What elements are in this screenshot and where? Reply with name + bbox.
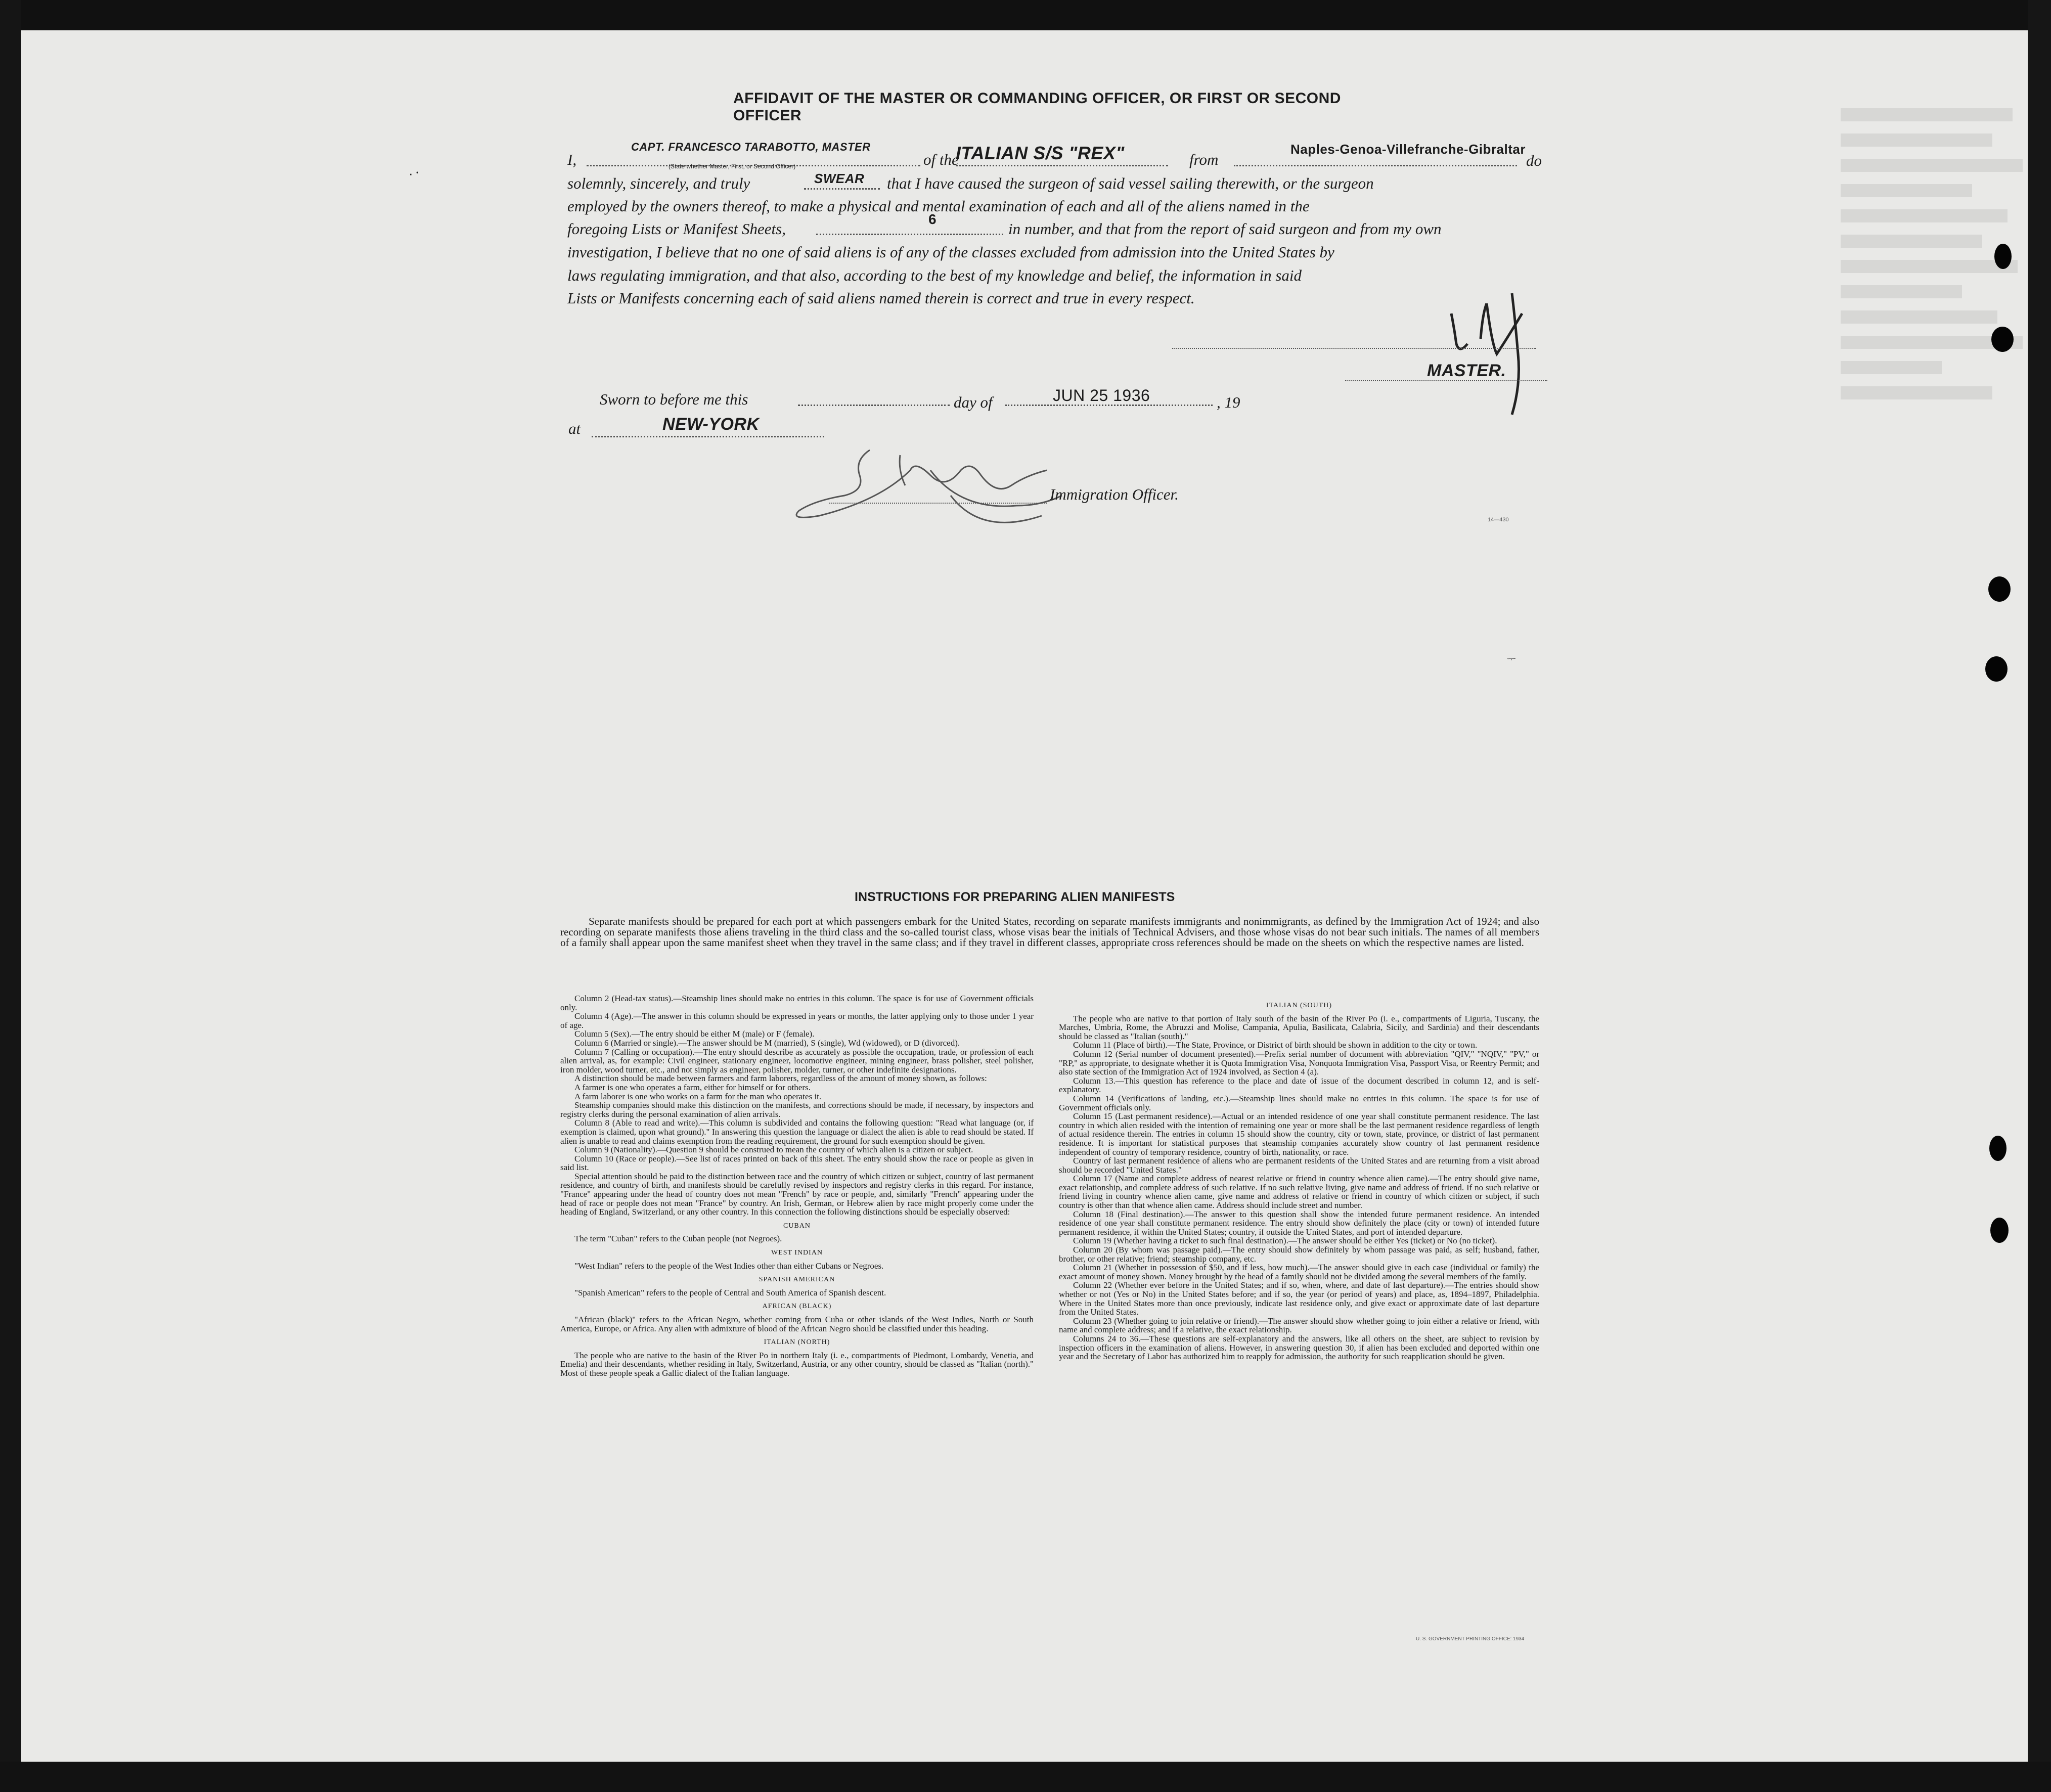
right-paragraph: Column 18 (Final destination).—The answer to this question shall show the intended future permanent residence. An intended residence of one year shall constitute permanent residence. The entry should show definitely the place (city or town) of intended future permanent residence, if within the United States; country, if outside the United States, and port of intended departure. <box>1059 1209 1539 1237</box>
affidavit-line-3: employed by the owners thereof, to make a physical and mental examination of each and all of the aliens named in the <box>567 197 1310 215</box>
form-number: 14—430 <box>1488 517 1509 523</box>
left-paragraph: Column 4 (Age).—The answer in this column should be expressed in years or months, the latter applying only to those under 1 year of age. <box>560 1011 1034 1030</box>
instructions-title: INSTRUCTIONS FOR PREPARING ALIEN MANIFESTS <box>855 890 1175 904</box>
definition-heading: ITALIAN (NORTH) <box>764 1338 830 1347</box>
date-stamp: JUN 25 1936 <box>1053 386 1150 405</box>
bleed-through-text <box>1841 96 2033 905</box>
master-label: MASTER. <box>1427 361 1506 380</box>
master-signature <box>1436 283 1578 430</box>
affidavit-line-6: laws regulating immigration, and that also, according to the best of my knowledge and belief, the information in said <box>567 266 1302 284</box>
sworn-place: NEW-YORK <box>662 415 760 434</box>
instructions-intro <box>560 916 1539 948</box>
at-label: at <box>568 420 581 437</box>
right-paragraph: Country of last permanent residence of aliens who are permanent residents of the United States and are returning from a visit abroad should be recorded "United States." <box>1059 1156 1539 1175</box>
left-paragraph: Column 2 (Head-tax status).—Steamship lines should make no entries in this column. The space is for use of Government officials only. <box>560 994 1034 1012</box>
definition-heading: CUBAN <box>783 1222 811 1230</box>
affidavit-i: I, <box>567 151 577 168</box>
sworn-day-line <box>798 405 950 406</box>
scan-border-left <box>0 0 21 1792</box>
definition-heading: SPANISH AMERICAN <box>759 1276 835 1284</box>
definition-heading: WEST INDIAN <box>771 1249 823 1257</box>
master-signature-line <box>1172 348 1536 349</box>
instructions-left-column <box>560 994 1034 1378</box>
definition-text: "Spanish American" refers to the people of Central and South America of Spanish descent. <box>574 1287 886 1297</box>
affidavit-line-5: investigation, I believe that no one of said aliens is of any of the classes excluded from admission into the United States by <box>567 243 1334 261</box>
immigration-officer-signature <box>779 440 1072 541</box>
right-paragraph: Column 20 (By whom was passage paid).—The entry should show definitely by whom passage was paid, as self; husband, father, brother, or other relative; friend; steamship company, etc. <box>1059 1245 1539 1264</box>
sworn-label: Sworn to before me this <box>600 390 748 408</box>
year-prefix: , 19 <box>1217 393 1240 411</box>
right-paragraph: Column 14 (Verifications of landing, etc.).—Steamship lines should make no entries in this column. The space is for use of Government officials only. <box>1059 1093 1539 1112</box>
sheet-count: 6 <box>928 211 937 227</box>
from-label: from <box>1189 151 1219 168</box>
left-paragraph: Column 9 (Nationality).—Question 9 should be construed to mean the country of which alien is a citizen or subject. <box>574 1145 973 1155</box>
definition-text: "West Indian" refers to the people of the West Indies other than either Cubans or Negroes. <box>574 1261 884 1271</box>
right-paragraph: The people who are native to that portion of Italy south of the basin of the River Po (i. e., compartments of Liguria, Tuscany, the Marches, Umbria, Rome, the Abruzzi and Molise, Campania, Apulia, Basilicata, Calabria, Sicily, and Sardinia) and their descendants should be classed as "Italian (south)." <box>1059 1013 1539 1041</box>
right-paragraph: Column 23 (Whether going to join relative or friend).—The answer should show whether going to join either a relative or friend, with name and complete address; and if a relative, the exact relationship. <box>1059 1316 1539 1335</box>
affidavit-line-4a: foregoing Lists or Manifest Sheets, <box>567 220 786 238</box>
left-paragraph: Column 6 (Married or single).—The answer should be M (married), S (single), Wd (widowed), or D (divorced). <box>574 1038 960 1048</box>
left-paragraph: Column 10 (Race or people).—See list of races printed on back of this sheet. The entry should show the race or people as given in said list. <box>560 1153 1034 1173</box>
binder-hole <box>1989 1136 2007 1161</box>
port-of-embarkation: Naples-Genoa-Villefranche-Gibraltar <box>1290 142 1526 157</box>
officer-signature-line <box>829 503 1047 504</box>
do-label: do <box>1526 152 1542 169</box>
definition-text: The people who are native to the basin of the River Po in northern Italy (i. e., compartments of Piedmont, Lombardy, Venetia, and Emelia) and their descendants, whether residing in Italy, Switzerland, Austria, or any other country, should be classed as "Italian (north)." Most of these people speak a Gallic dialect of the Italian language. <box>560 1350 1034 1378</box>
right-paragraph: Column 11 (Place of birth).—The State, Province, or District of birth should be shown in addition to the city or town. <box>1073 1040 1478 1050</box>
left-paragraph: A farmer is one who operates a farm, either for himself or for others. <box>574 1082 811 1092</box>
printer-imprint: U. S. GOVERNMENT PRINTING OFFICE: 1934 <box>1416 1636 1525 1642</box>
stray-tick: ᅮ <box>1507 654 1516 664</box>
left-paragraph: Column 7 (Calling or occupation).—The entry should describe as accurately as possible the occupation, trade, or profession of each alien arrival, as, for example: Civil engineer, stationary engineer, locomotive engineer, mining engineer, brass polisher, steel polisher, iron molder, wood turner, etc., and not simply as engineer, polisher, molder, turner, or other indefinite designations. <box>560 1047 1034 1074</box>
definition-text: The term "Cuban" refers to the Cuban people (not Negroes). <box>574 1234 782 1244</box>
of-the-label: of the <box>923 151 959 168</box>
binder-hole <box>1985 656 2008 682</box>
right-paragraph: Column 15 (Last permanent residence).—Actual or an intended residence of one year shall constitute permanent residence. The last country in which alien resided with the intention of remaining one year or more shall be the last permanent residence regardless of length of actual residence therein. The entries in column 15 should show the country, city or town, state, province, or district of last permanent residence. It is important for statistical purposes that steamship companies accurately show country of last permanent residence independent of country of temporary residence, country of birth, nationality, or race. <box>1059 1111 1539 1157</box>
sheet-count-line <box>816 234 1003 235</box>
vessel-line <box>956 165 1168 166</box>
affidavit-line-4b: in number, and that from the report of said surgeon and from my own <box>1008 220 1442 238</box>
right-paragraph: Column 19 (Whether having a ticket to such final destination).—The answer should be either Yes (ticket) or No (no ticket). <box>1073 1236 1497 1246</box>
officer-name: CAPT. FRANCESCO TARABOTTO, MASTER <box>631 141 871 153</box>
right-paragraph: Column 22 (Whether ever before in the United States; and if so, when, where, and date of last departure).—The entries should show whether or not (Yes or No) in the United States before; and if so, the year (or period of years) and place, as, 1894–1897, Philadelphia. Where in the United States more than once previously, indicate last residence only, and give exact or approximate date of last departure from the United States. <box>1059 1280 1539 1317</box>
left-paragraph: Special attention should be paid to the distinction between race and the country of which citizen or subject, country of last permanent residence, and country of birth, and manifests should be carefully revised by inspectors and registry clerks in this regard. For instance, "France" appearing under the head of country does not mean "French" by race or people, and, similarly "French" appearing under the head of race or people does not mean "France" by country. An Irish, German, or Hebrew alien by race might properly come under the heading of England, Switzerland, or any other country. In this connection the following distinctions should be especially observed: <box>560 1171 1034 1217</box>
left-paragraph: A farm laborer is one who works on a farm for the man who operates it. <box>574 1091 822 1101</box>
vessel-name: ITALIAN S/S "REX" <box>956 143 1125 163</box>
right-paragraph: Column 13.—This question has reference to the place and date of issue of the document described in column 12, and is self-explanatory. <box>1059 1076 1539 1095</box>
scan-border-bottom <box>0 1762 2051 1792</box>
right-paragraph: Column 17 (Name and complete address of nearest relative or friend in country whence alien came).—The entry should give name, exact relationship, and complete address of such relative. If no such relative living, give name and address of friend. If no such relative or friend living in country whence alien came, give name and address of relative or friend in country of which citizen or subject, if such country is other than that whence alien came. Address should include street and number. <box>1059 1174 1539 1211</box>
binder-hole <box>1991 327 2014 352</box>
right-heading: ITALIAN (SOUTH) <box>1266 1002 1332 1009</box>
left-paragraph: A distinction should be made between farmers and farm laborers, regardless of the amount of money shown, as follows: <box>574 1073 987 1084</box>
binder-hole <box>1990 1218 2009 1243</box>
affidavit-line-2a: solemnly, sincerely, and truly <box>567 174 750 192</box>
immigration-officer-label: Immigration Officer. <box>1050 485 1179 503</box>
affidavit-line-2b: that I have caused the surgeon of said vessel sailing therewith, or the surgeon <box>887 174 1374 192</box>
left-paragraph: Steamship companies should make this distinction on the manifests, and corrections should be made, if necessary, by inspectors and registry clerks during the personal examination of alien arrivals. <box>560 1100 1034 1119</box>
right-paragraph: Column 12 (Serial number of document presented).—Prefix serial number of document with abbreviation "QIV," "NQIV," "PV," or "RP," as appropriate, to designate whether it is Quota Immigration Visa, Nonquota Immigration Visa, Passport Visa, or Reentry Permit; and also state section of the Immigration Act of 1924 involved, as Section 4 (a). <box>1059 1049 1539 1077</box>
instructions-right-column <box>1059 1001 1539 1361</box>
oath-word: SWEAR <box>814 171 865 186</box>
binder-hole <box>1994 244 2012 269</box>
place-line <box>592 436 824 437</box>
binder-hole <box>1988 576 2011 602</box>
right-paragraph: Columns 24 to 36.—These questions are self-explanatory and the answers, like all others on the sheet, are subject to revision by inspection officers in the examination of aliens. However, in answering question 30, if alien has been excluded and deported within one year and the Secretary of Labor has authorized him to reapply for admission, the authority for such reapplication should be given. <box>1059 1333 1539 1362</box>
day-of-label: day of <box>954 393 993 411</box>
affidavit-title: AFFIDAVIT OF THE MASTER OR COMMANDING OFFICER, OR FIRST OR SECOND OFFICER <box>733 90 1341 124</box>
affidavit-line-7: Lists or Manifests concerning each of said aliens named therein is correct and true in every respect. <box>567 289 1195 307</box>
port-line <box>1234 165 1517 166</box>
definition-heading: AFRICAN (BLACK) <box>762 1303 832 1311</box>
oath-line <box>804 188 880 190</box>
left-paragraph: Column 8 (Able to read and write).—This column is subdivided and contains the following question: "Read what language (or, if exemption is claimed, upon what ground)." In answering this question the language or dialect the alien is able to read should be stated. If alien is unable to read and claims exemption from the reading requirement, the ground for such exemption should be given. <box>560 1118 1034 1146</box>
instructions-intro-text: Separate manifests should be prepared for each port at which passengers embark for the United States, recording on separate manifests immigrants and nonimmigrants, as defined by the Immigration Act of 1924; and also recording on separate manifests those aliens traveling in the third class and the so-called tourist class, whose visas bear the initials of Technical Advisers, and those whose visas do not bear such initials. The names of all members of a family shall appear upon the same manifest sheet when they travel in the same class; and if they travel in different classes, appropriate cross references should be made on the sheets on which the respective names are listed. <box>560 915 1539 949</box>
left-paragraph: Column 5 (Sex).—The entry should be either M (male) or F (female). <box>574 1029 815 1039</box>
right-paragraph: Column 21 (Whether in possession of $50, and if less, how much).—The answer should give in each case (individual or family) the exact amount of money shown. Money brought by the head of a family should not be divided among the several members of the family. <box>1059 1263 1539 1281</box>
definition-text: "African (black)" refers to the African Negro, whether coming from Cuba or other islands of the West Indies, North or South America, Europe, or Africa. Any alien with admixture of blood of the African Negro should be classified under this heading. <box>560 1315 1034 1333</box>
stray-mark: ·᠂ <box>409 166 419 181</box>
officer-caption: (State whether Master, First, or Second Officer) <box>668 163 796 170</box>
